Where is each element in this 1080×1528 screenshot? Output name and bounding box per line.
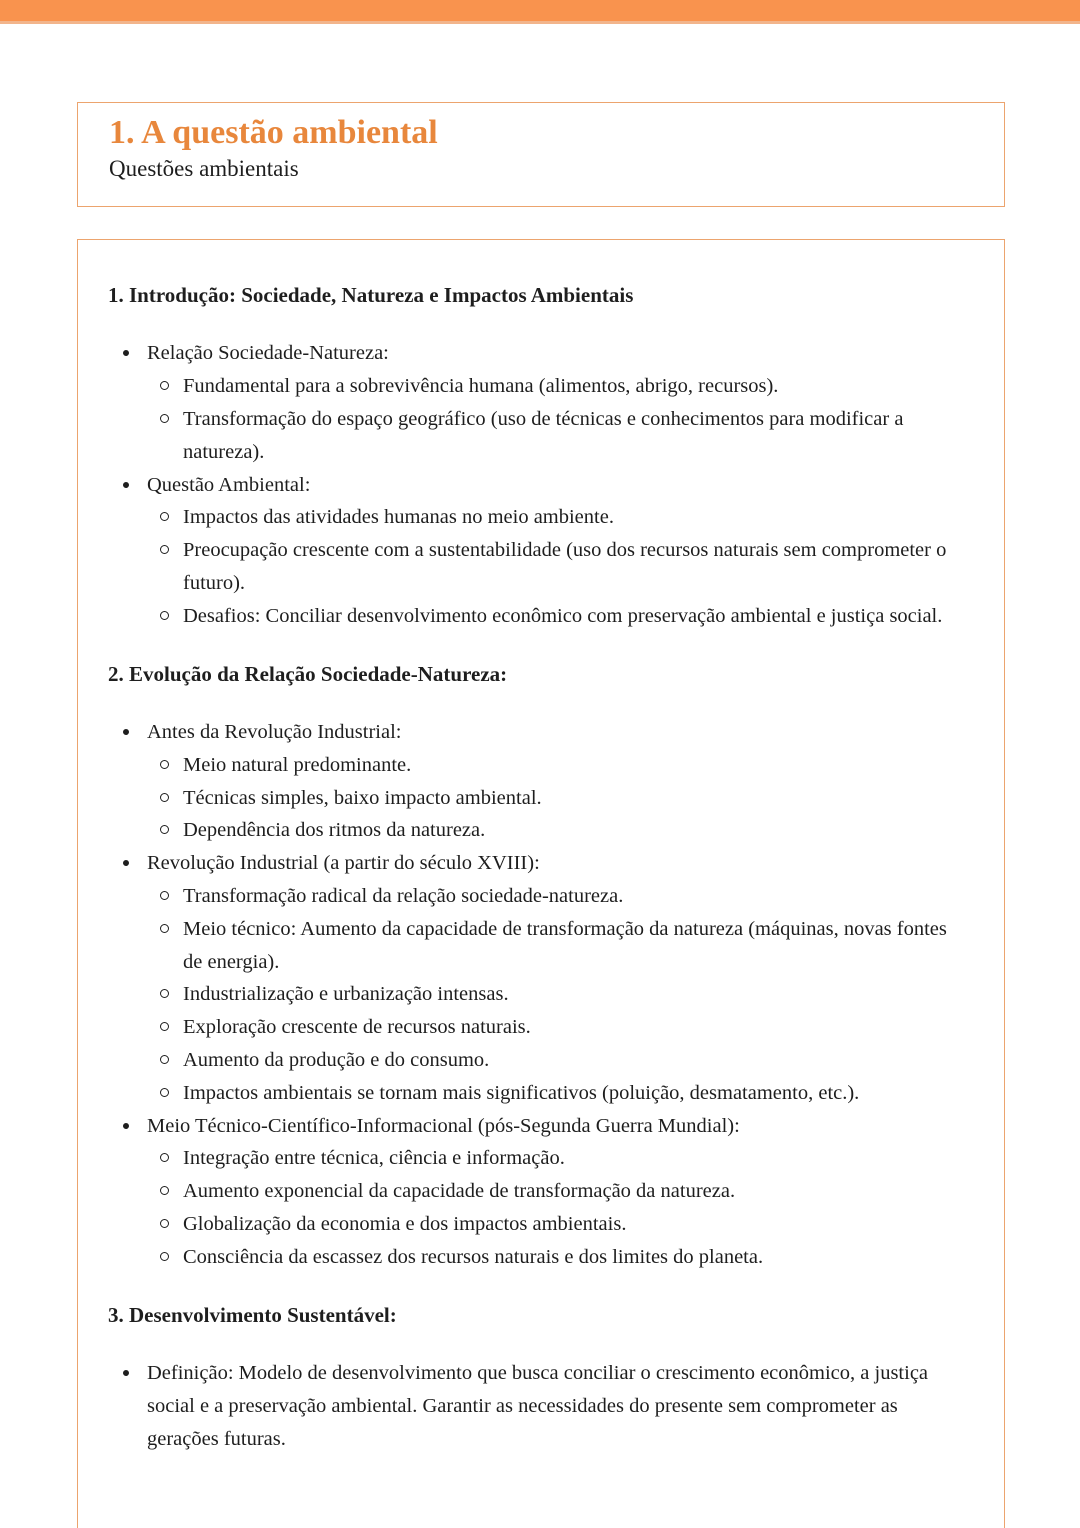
list-subitem: Impactos ambientais se tornam mais significativos (poluição, desmatamento, etc.). — [183, 1077, 962, 1110]
list-subitem: Aumento da produção e do consumo. — [183, 1044, 962, 1077]
list-subitem: Industrialização e urbanização intensas. — [183, 978, 962, 1011]
list-subitem: Técnicas simples, baixo impacto ambiental. — [183, 782, 962, 815]
list-item — [147, 847, 962, 1109]
list-subitem: Transformação radical da relação sociedade-natureza. — [183, 880, 962, 913]
sub-bullet-list — [147, 749, 962, 847]
list-subitem: Impactos das atividades humanas no meio ambiente. — [183, 501, 962, 534]
section-heading: 2. Evolução da Relação Sociedade-Natureza: — [108, 661, 508, 686]
list-subitem: Dependência dos ritmos da natureza. — [183, 814, 962, 847]
list-subitem: Transformação do espaço geográfico (uso de técnicas e conhecimentos para modificar a natureza). — [183, 403, 962, 469]
sub-bullet-list — [147, 1142, 962, 1273]
content-card — [77, 239, 1005, 1528]
section-heading: 1. Introdução: Sociedade, Natureza e Impactos Ambientais — [108, 283, 634, 307]
list-item — [147, 469, 962, 633]
list-item — [147, 716, 962, 847]
sub-bullet-list — [147, 370, 962, 468]
list-item — [147, 337, 962, 468]
list-subitem: Exploração crescente de recursos naturais. — [183, 1011, 962, 1044]
list-subitem: Globalização da economia e dos impactos ambientais. — [183, 1208, 962, 1241]
list-item-text: Antes da Revolução Industrial: — [147, 721, 402, 744]
sub-bullet-list — [147, 501, 962, 632]
list-item-text: Relação Sociedade-Natureza: — [147, 342, 389, 365]
list-subitem: Integração entre técnica, ciência e informação. — [183, 1142, 962, 1175]
list-item — [147, 1110, 962, 1274]
top-accent-bar — [0, 0, 1080, 24]
list-subitem: Preocupação crescente com a sustentabilidade (uso dos recursos naturais sem comprometer o futuro). — [183, 534, 962, 600]
list-subitem: Aumento exponencial da capacidade de transformação da natureza. — [183, 1175, 962, 1208]
list-subitem: Desafios: Conciliar desenvolvimento econômico com preservação ambiental e justiça social. — [183, 600, 962, 633]
section-heading: 3. Desenvolvimento Sustentável: — [108, 1302, 397, 1327]
sub-bullet-list — [147, 880, 962, 1110]
list-item — [147, 1357, 962, 1455]
bullet-list — [108, 716, 962, 1274]
list-item-text: Meio Técnico-Científico-Informacional (pós-Segunda Guerra Mundial): — [147, 1114, 740, 1137]
list-subitem: Consciência da escassez dos recursos naturais e dos limites do planeta. — [183, 1241, 962, 1274]
title-card — [77, 102, 1005, 207]
list-item-text: Revolução Industrial (a partir do século XVIII): — [147, 852, 540, 875]
bullet-list — [108, 337, 962, 632]
list-subitem: Meio técnico: Aumento da capacidade de transformação da natureza (máquinas, novas fontes de energia). — [183, 913, 962, 979]
sections — [108, 280, 962, 1455]
list-subitem: Fundamental para a sobrevivência humana (alimentos, abrigo, recursos). — [183, 370, 962, 403]
list-item-text: Definição: Modelo de desenvolvimento que busca conciliar o crescimento econômico, a justiça social e a preservação ambiental. Garantir as necessidades do presente sem comprometer as gerações futuras. — [147, 1362, 929, 1450]
bullet-list — [108, 1357, 962, 1455]
page-subtitle: Questões ambientais — [109, 155, 299, 181]
list-item-text: Questão Ambiental: — [147, 473, 311, 496]
list-subitem: Meio natural predominante. — [183, 749, 962, 782]
page-title: 1. A questão ambiental — [109, 114, 438, 151]
